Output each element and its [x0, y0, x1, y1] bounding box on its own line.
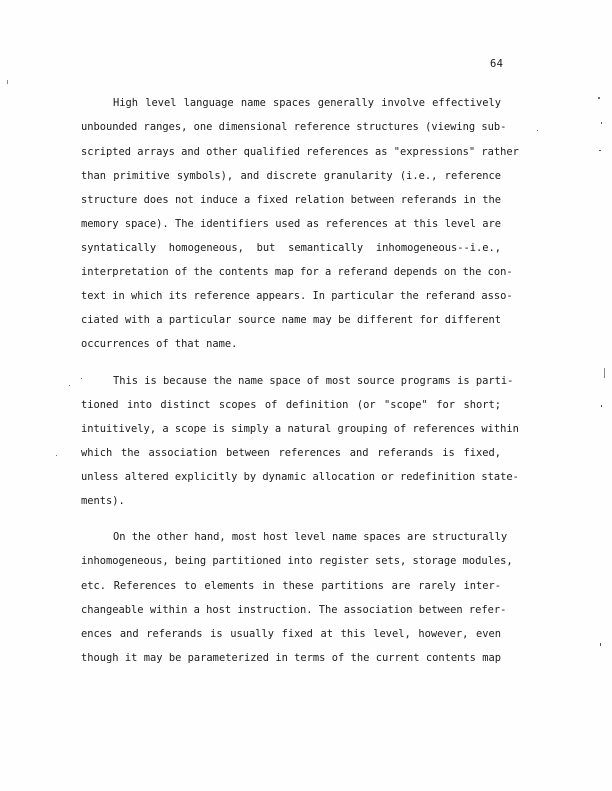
scan-speck [601, 122, 602, 124]
text-line: High level language name spaces generally involve effectively [113, 97, 501, 109]
text-line: than primitive symbols), and discrete granularity (i.e., reference [81, 170, 501, 182]
text-line: though it may be parameterized in terms of the current contents map [81, 652, 501, 664]
text-line: On the other hand, most host level name spaces are structurally [113, 531, 508, 543]
scan-speck [599, 150, 601, 151]
text-line: ences and referands is usually fixed at this level, however, even [81, 628, 501, 640]
scan-speck [56, 455, 57, 456]
text-line: etc. References to elements in these partitions are rarely inter- [81, 580, 501, 592]
text-line: syntatically homogeneous, but semantically inhomogeneous--i.e., [81, 242, 501, 254]
text-line: text in which its reference appears. In particular the referand asso- [81, 290, 513, 302]
text-line: unless altered explicitly by dynamic allocation or redefinition state- [81, 471, 519, 483]
text-line: ciated with a particular source name may be different for different [81, 314, 501, 326]
text-line: changeable within a host instruction. The association between refer- [81, 604, 507, 616]
text-line: intuitively, a scope is simply a natural grouping of references within [81, 423, 519, 435]
text-line: interpretation of the contents map for a referand depends on the con- [81, 266, 513, 278]
text-line: ments). [81, 495, 125, 507]
text-line: occurrences of that name. [81, 338, 238, 350]
text-line: unbounded ranges, one dimensional reference structures (viewing sub- [81, 121, 507, 133]
text-line: This is because the name space of most source programs is parti- [113, 375, 514, 387]
text-line: inhomogeneous, being partitioned into register sets, storage modules, [81, 555, 513, 567]
scan-edge-mark [7, 80, 8, 84]
text-line: memory space). The identifiers used as references at this level are [81, 218, 501, 230]
text-line: scripted arrays and other qualified references as "expressions" rather [81, 146, 519, 158]
scan-speck [69, 385, 70, 386]
scan-speck [537, 130, 538, 131]
scan-edge-mark [604, 368, 605, 378]
scan-speck [81, 378, 82, 379]
text-line: tioned into distinct scopes of definition (or "scope" for short; [81, 399, 501, 411]
text-line: which the association between references and referands is fixed, [81, 447, 501, 459]
scan-speck [601, 405, 602, 407]
text-line: structure does not induce a fixed relation between referands in the [81, 194, 501, 206]
page-number: 64 [490, 58, 504, 70]
scan-speck [600, 643, 601, 646]
scan-speck [598, 97, 600, 99]
